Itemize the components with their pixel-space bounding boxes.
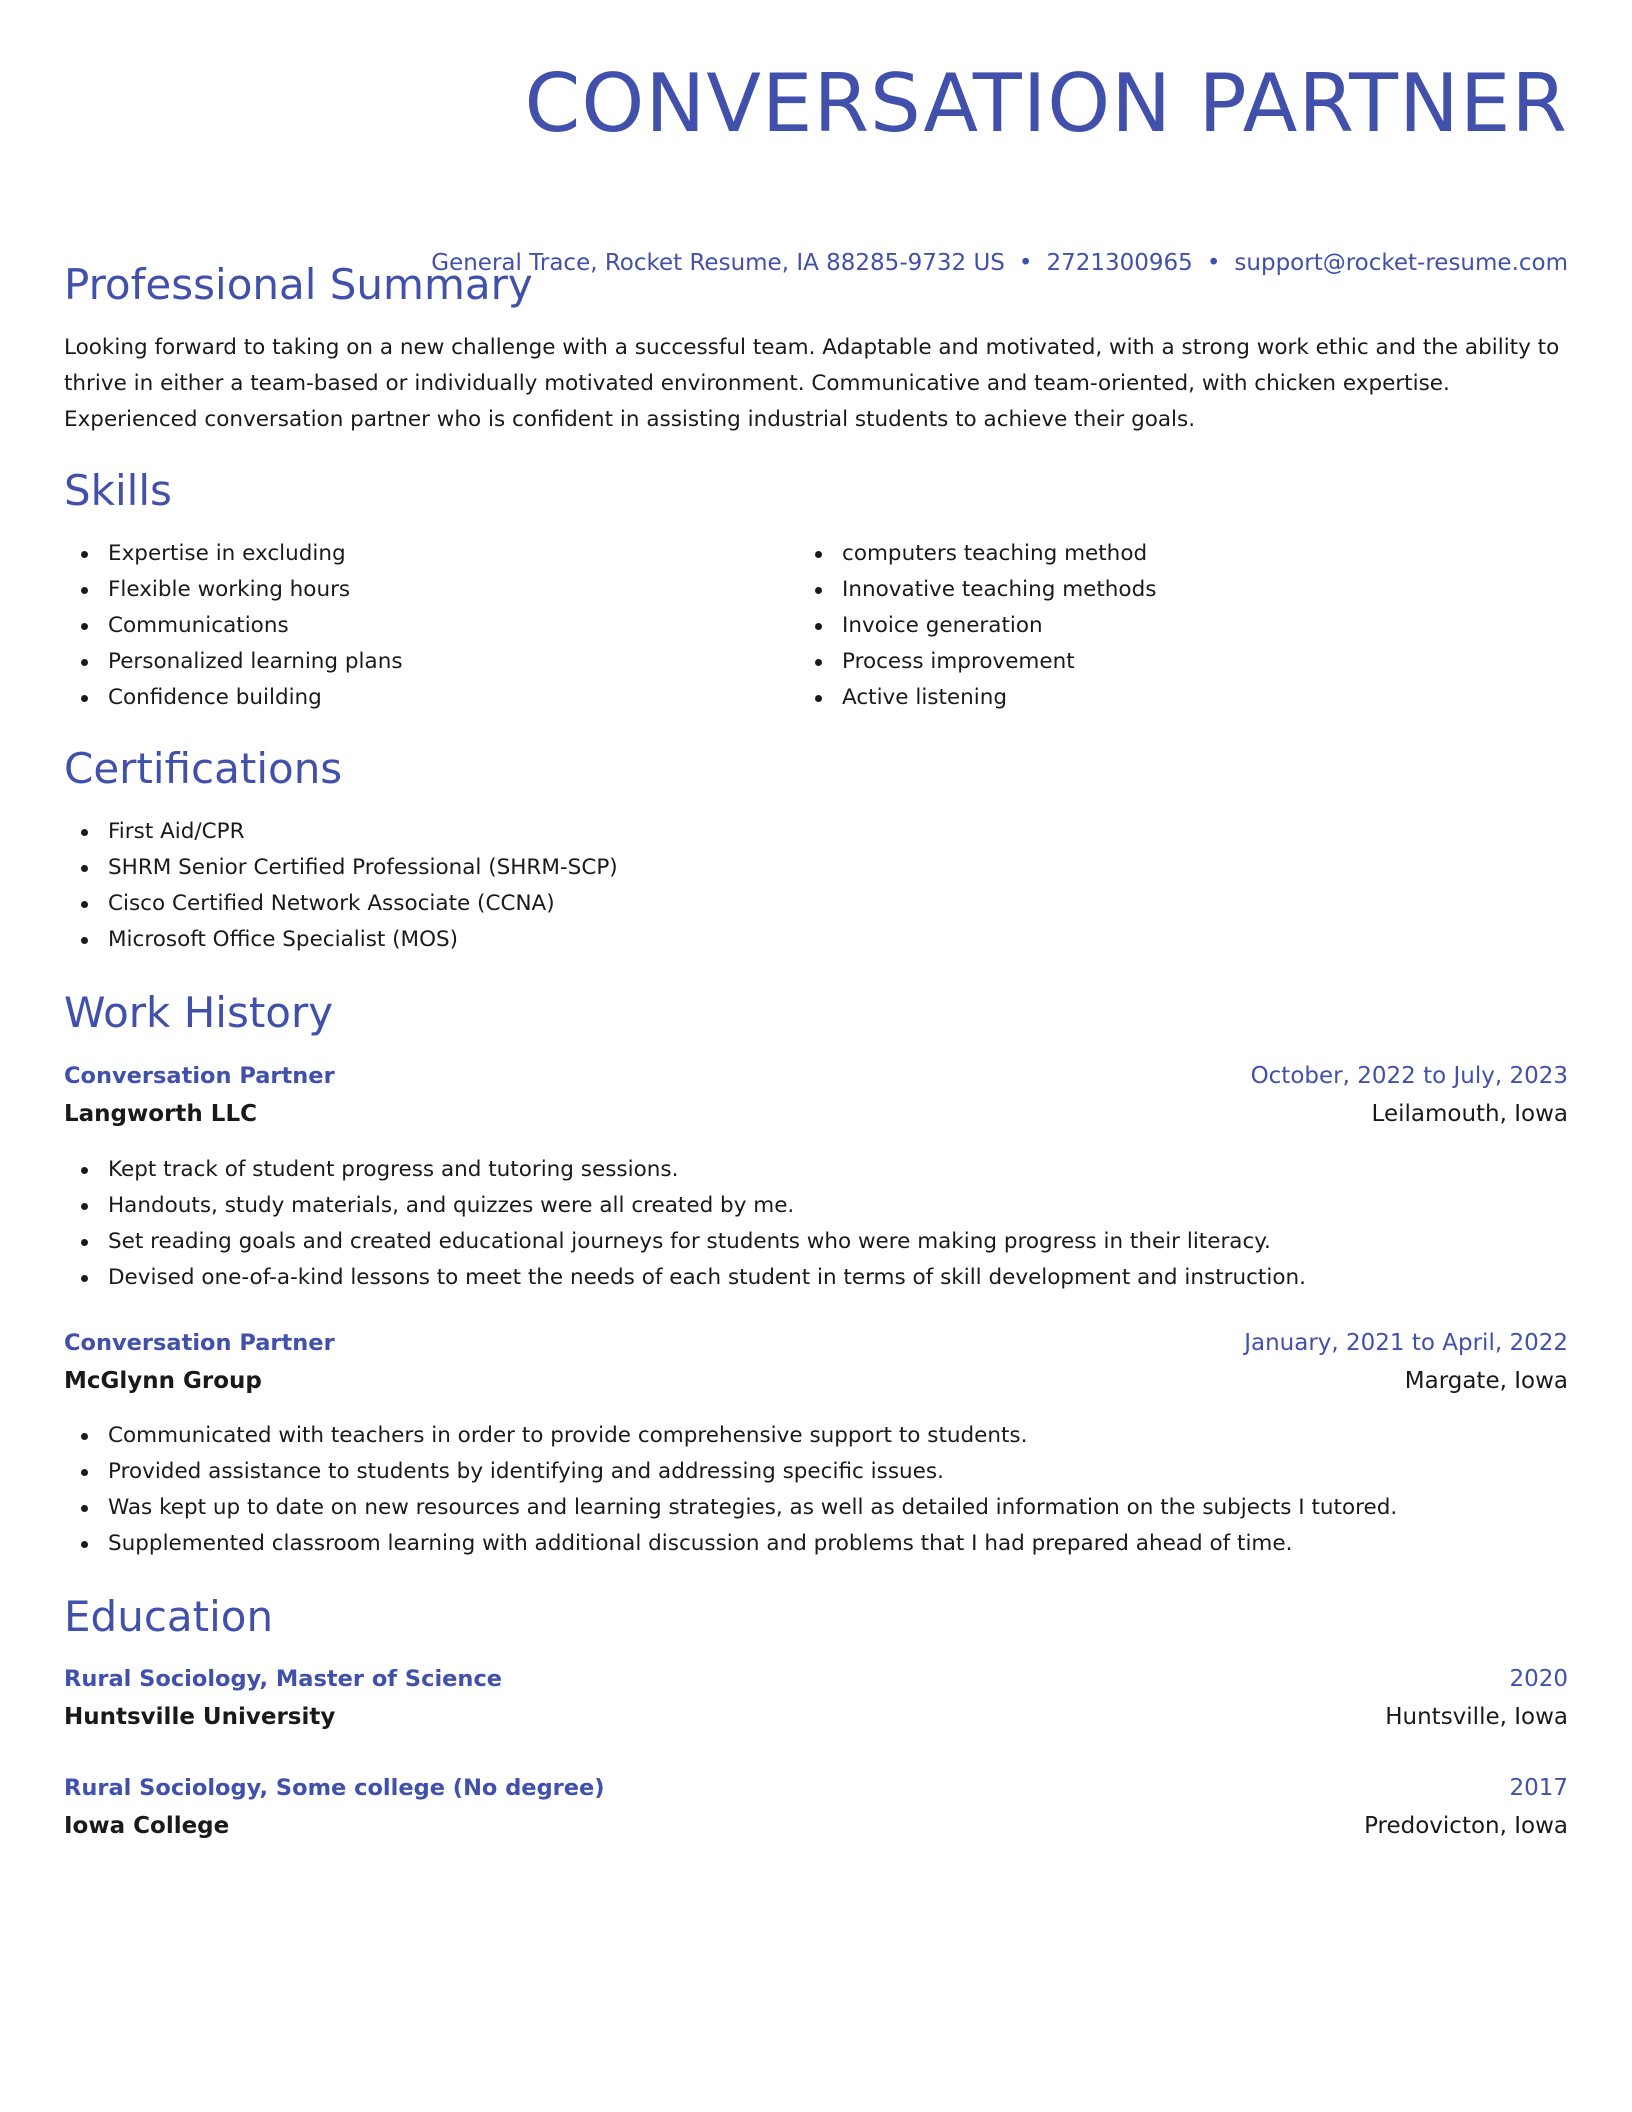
section-title-education: Education bbox=[64, 1592, 274, 1641]
education-subheader bbox=[64, 1702, 1568, 1732]
list-item: Cisco Certified Network Associate (CCNA) bbox=[64, 886, 1464, 922]
education-header bbox=[64, 1664, 1568, 1694]
education-location: Huntsville, Iowa bbox=[1385, 1704, 1568, 1730]
education-year: 2017 bbox=[1509, 1775, 1568, 1801]
section-title-skills: Skills bbox=[64, 466, 172, 515]
education-location: Predovicton, Iowa bbox=[1364, 1813, 1568, 1839]
list-item: Expertise in excluding bbox=[64, 536, 764, 572]
list-item: Was kept up to date on new resources and learning strategies, as well as detailed information on the subjects I tutored. bbox=[64, 1490, 1564, 1526]
list-item: Process improvement bbox=[798, 644, 1498, 680]
list-item: Personalized learning plans bbox=[64, 644, 764, 680]
list-item: Invoice generation bbox=[798, 608, 1498, 644]
section-title-summary: Professional Summary bbox=[64, 260, 533, 309]
job-subheader bbox=[64, 1366, 1568, 1396]
list-item: computers teaching method bbox=[798, 536, 1498, 572]
job-location: Margate, Iowa bbox=[1404, 1368, 1568, 1394]
summary-text: Looking forward to taking on a new challenge with a successful team. Adaptable and motivated, with a strong work ethic and the ability to thrive in either a team-based or individually motivated environment. Communicative and team-oriented, with chicken expertise. Experienced conversation partner who is confident in assisting industrial students to achieve their goals. bbox=[64, 335, 1560, 432]
list-item: Microsoft Office Specialist (MOS) bbox=[64, 922, 1464, 958]
list-item: Provided assistance to students by identifying and addressing specific issues. bbox=[64, 1454, 1564, 1490]
contact-separator: • bbox=[1018, 250, 1033, 276]
job-company: Langworth LLC bbox=[64, 1101, 257, 1127]
list-item: Set reading goals and created educational journeys for students who were making progress in their literacy. bbox=[64, 1224, 1564, 1260]
contact-phone: 2721300965 bbox=[1046, 250, 1193, 276]
education-school: Iowa College bbox=[64, 1813, 230, 1839]
section-title-certifications: Certifications bbox=[64, 744, 343, 793]
list-item: Communicated with teachers in order to provide comprehensive support to students. bbox=[64, 1418, 1564, 1454]
job-subheader bbox=[64, 1099, 1568, 1129]
contact-address: General Trace, Rocket Resume, IA 88285-9732 US bbox=[431, 250, 1005, 276]
list-item: SHRM Senior Certified Professional (SHRM-SCP) bbox=[64, 850, 1464, 886]
list-item: Communications bbox=[64, 608, 764, 644]
contact-separator: • bbox=[1206, 250, 1221, 276]
list-item: Supplemented classroom learning with additional discussion and problems that I had prepared ahead of time. bbox=[64, 1526, 1564, 1562]
section-title-work-history: Work History bbox=[64, 988, 334, 1037]
list-item: Flexible working hours bbox=[64, 572, 764, 608]
job-role: Conversation Partner bbox=[64, 1330, 335, 1356]
education-header bbox=[64, 1773, 1568, 1803]
job-bullets bbox=[64, 1418, 1564, 1562]
education-degree: Rural Sociology, Some college (No degree) bbox=[64, 1775, 605, 1801]
list-item: First Aid/CPR bbox=[64, 814, 1464, 850]
list-item: Devised one-of-a-kind lessons to meet the needs of each student in terms of skill development and instruction. bbox=[64, 1260, 1564, 1296]
certifications-list bbox=[64, 814, 1464, 958]
job-location: Leilamouth, Iowa bbox=[1371, 1101, 1568, 1127]
list-item: Active listening bbox=[798, 680, 1498, 716]
skills-list-left bbox=[64, 536, 764, 716]
list-item: Confidence building bbox=[64, 680, 764, 716]
education-year: 2020 bbox=[1509, 1666, 1568, 1692]
job-company: McGlynn Group bbox=[64, 1368, 262, 1394]
contact-line bbox=[431, 248, 1568, 278]
list-item: Innovative teaching methods bbox=[798, 572, 1498, 608]
list-item: Handouts, study materials, and quizzes were all created by me. bbox=[64, 1188, 1564, 1224]
job-dates: October, 2022 to July, 2023 bbox=[1250, 1063, 1568, 1089]
list-item: Kept track of student progress and tutoring sessions. bbox=[64, 1152, 1564, 1188]
education-degree: Rural Sociology, Master of Science bbox=[64, 1666, 503, 1692]
education-school: Huntsville University bbox=[64, 1704, 336, 1730]
job-dates: January, 2021 to April, 2022 bbox=[1244, 1330, 1568, 1356]
education-subheader bbox=[64, 1811, 1568, 1841]
contact-email[interactable]: support@rocket-resume.com bbox=[1234, 250, 1568, 276]
job-bullets bbox=[64, 1152, 1564, 1296]
job-header bbox=[64, 1061, 1568, 1091]
job-role: Conversation Partner bbox=[64, 1063, 335, 1089]
skills-list-right bbox=[798, 536, 1498, 716]
candidate-name: CONVERSATION PARTNER bbox=[524, 57, 1568, 150]
job-header bbox=[64, 1328, 1568, 1358]
